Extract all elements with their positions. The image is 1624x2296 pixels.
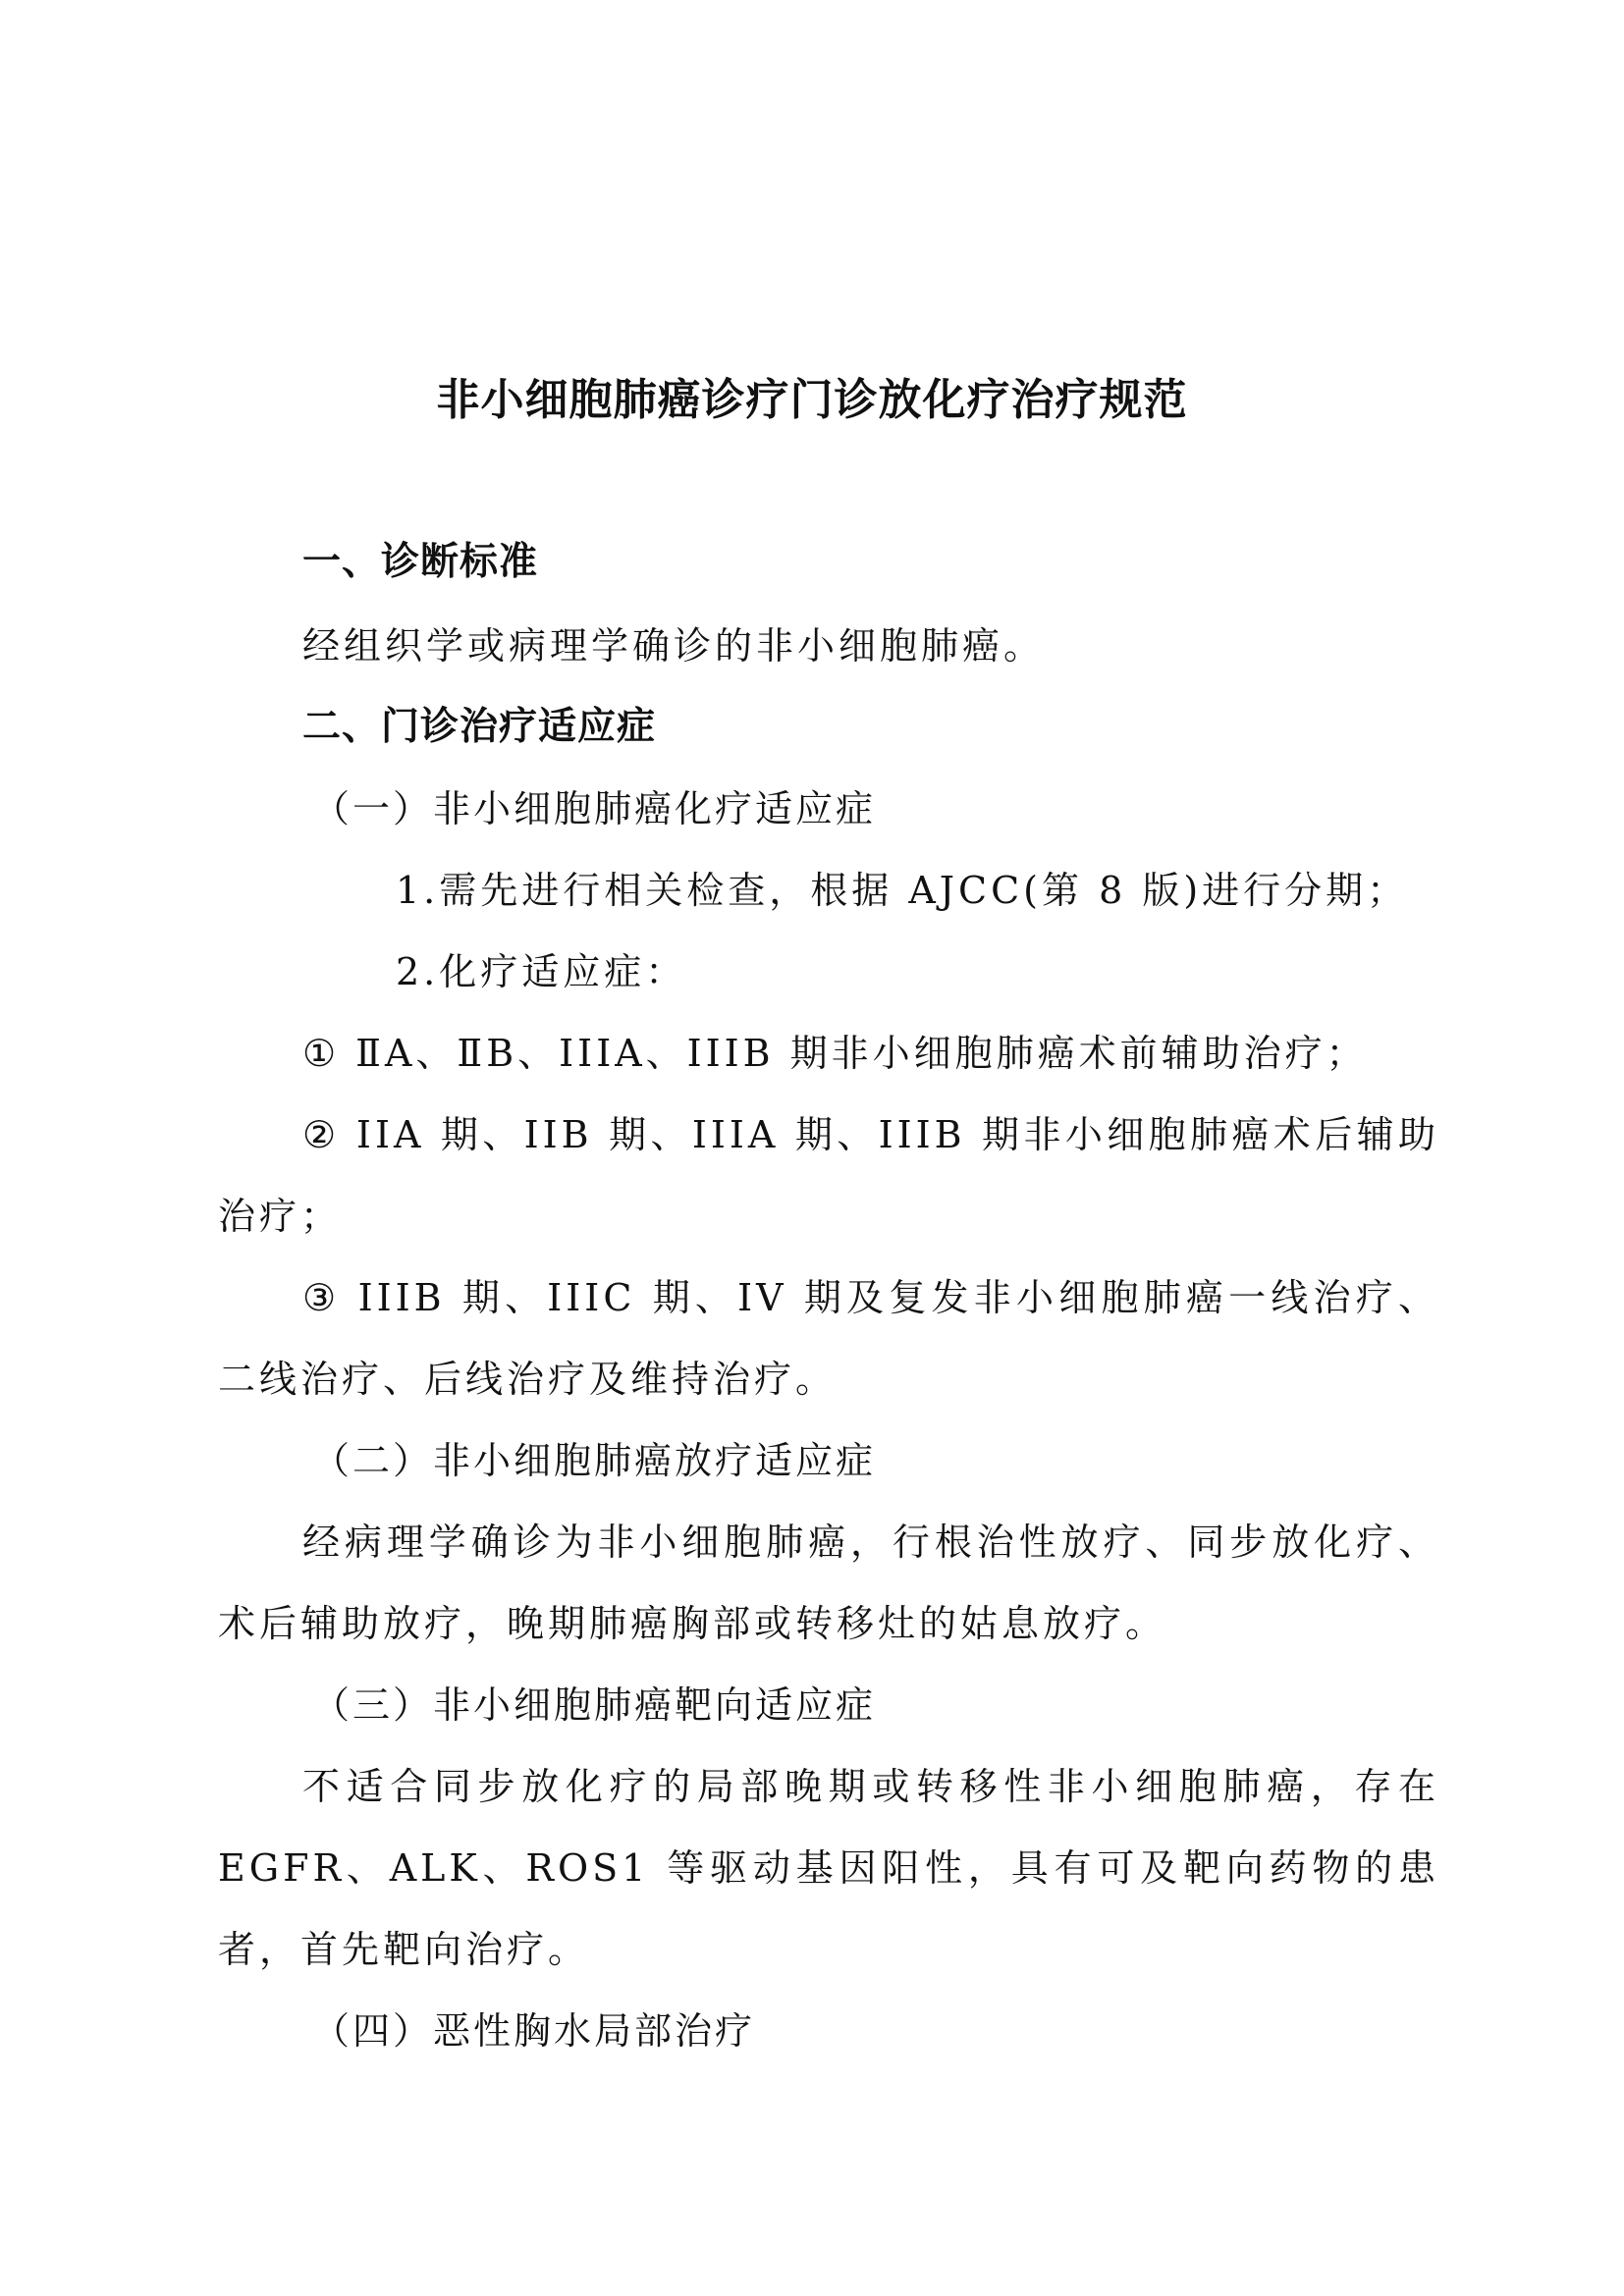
subsection-heading-chemo: （一）非小细胞肺癌化疗适应症 xyxy=(312,787,877,830)
list-item-indication-3: ③ IIIB 期、IIIC 期、IV 期及复发非小细胞肺癌一线治疗、 xyxy=(302,1276,1439,1319)
list-item-indication-3-cont: 二线治疗、后线治疗及维持治疗。 xyxy=(218,1358,838,1401)
paragraph-targeted-3: 者，首先靶向治疗。 xyxy=(218,1928,590,1971)
paragraph-targeted-2: EGFR、ALK、ROS1 等驱动基因阳性，具有可及靶向药物的患 xyxy=(218,1846,1439,1890)
section-heading-diagnosis: 一、诊断标准 xyxy=(302,540,539,584)
paragraph-diagnosis: 经组织学或病理学确诊的非小细胞肺癌。 xyxy=(302,624,1046,667)
paragraph-targeted-1: 不适合同步放化疗的局部晚期或转移性非小细胞肺癌，存在 xyxy=(302,1765,1439,1808)
document-title: 非小细胞肺癌诊疗门诊放化疗治疗规范 xyxy=(436,375,1188,425)
subsection-heading-radio: （二）非小细胞肺癌放疗适应症 xyxy=(312,1439,877,1482)
section-heading-indications: 二、门诊治疗适应症 xyxy=(302,705,657,749)
list-item-chemo-2: 2.化疗适应症： xyxy=(396,950,687,993)
list-item-indication-2-cont: 治疗； xyxy=(218,1195,343,1238)
paragraph-radio-2: 术后辅助放疗，晚期肺癌胸部或转移灶的姑息放疗。 xyxy=(218,1602,1167,1645)
list-item-indication-2: ② IIA 期、IIB 期、IIIA 期、IIIB 期非小细胞肺癌术后辅助 xyxy=(302,1113,1439,1156)
list-item-indication-1: ① ⅡA、ⅡB、IIIA、IIIB 期非小细胞肺癌术前辅助治疗； xyxy=(302,1032,1368,1075)
paragraph-radio-1: 经病理学确诊为非小细胞肺癌，行根治性放疗、同步放化疗、 xyxy=(302,1521,1439,1564)
subsection-heading-targeted: （三）非小细胞肺癌靶向适应症 xyxy=(312,1683,877,1727)
list-item-chemo-1: 1.需先进行相关检查，根据 AJCC(第 8 版)进行分期； xyxy=(396,869,1409,912)
subsection-heading-pleural: （四）恶性胸水局部治疗 xyxy=(312,2009,756,2053)
